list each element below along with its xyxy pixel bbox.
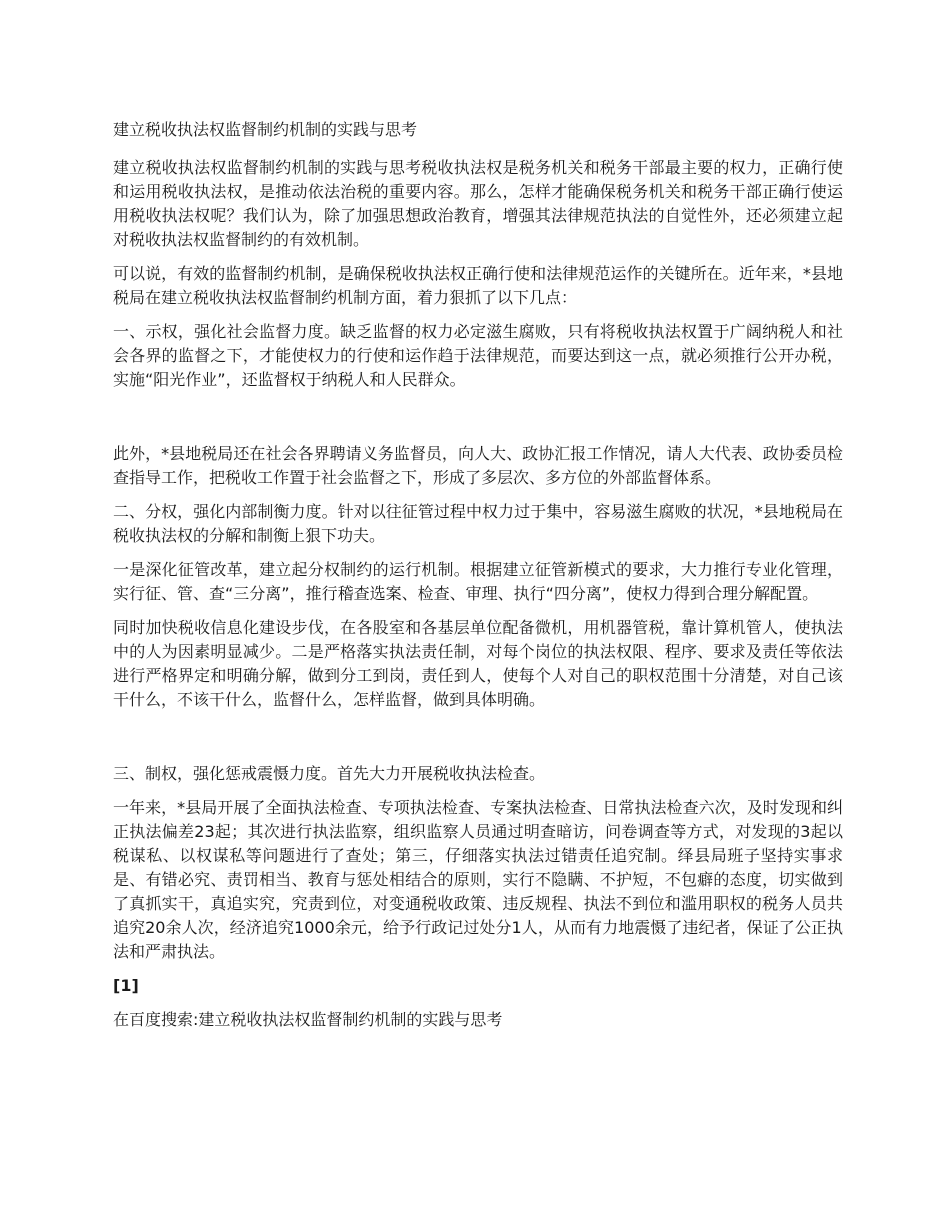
spacer [113,722,843,762]
paragraph-overview: 可以说，有效的监督制约机制，是确保税收执法权正确行使和法律规范运作的关键所在。近年来，*县地税局在建立税收执法权监督制约机制方面，着力狠抓了以下几点： [113,264,843,307]
paragraph-intro: 建立税收执法权监督制约机制的实践与思考税收执法权是税务机关和税务干部最主要的权力，正确行使和运用税收执法权，是推动依法治税的重要内容。那么，怎样才能确保税务机关和税务干部正确行使运用税收执法权呢？我们认为，除了加强思想政治教育，增强其法律规范执法的自觉性外，还必须建立起对税收执法权监督制约的有效机制。 [113,158,843,249]
document-page [113,118,843,1032]
paragraph-section-three: 三、制权，强化惩戒震慑力度。首先大力开展税收执法检查。 [113,764,546,783]
paragraph-reform: 一是深化征管改革，建立起分权制约的运行机制。根据建立征管新模式的要求，大力推行专业化管理，实行征、管、查“三分离”，推行稽查选案、检查、审理、执行“四分离”，使权力得到合理分解配置。 [113,560,843,603]
paragraph-inspection-results: 一年来，*县局开展了全面执法检查、专项执法检查、专案执法检查、日常执法检查六次，及时发现和纠正执法偏差23起；其次进行执法监察，组织监察人员通过明查暗访，问卷调查等方式，对发现的3起以税谋私、以权谋私等问题进行了查处；第三，仔细落实执法过错责任追究制。绎县局班子坚持实事求是、有错必究、责罚相当、教育与惩处相结合的原则，实行不隐瞒、不护短，不包癖的态度，切实做到了真抓实干，真追实究，究责到位，对变通税收政策、违反规程、执法不到位和滥用职权的税务人员共追究20余人次，经济追究1000余元，给予行政记过处分1人，从而有力地震慑了违纪者，保证了公正执法和严肃执法。 [113,798,843,961]
paragraph-section-two: 二、分权，强化内部制衡力度。针对以往征管过程中权力过于集中，容易滋生腐败的状况，*县地税局在税收执法权的分解和制衡上狠下功夫。 [113,502,843,545]
paragraph-section-one: 一、示权，强化社会监督力度。缺乏监督的权力必定滋生腐败，只有将税收执法权置于广阔纳税人和社会各界的监督之下，才能使权力的行使和运作趋于法律规范，而要达到这一点，就必须推行公开办税，实施“阳光作业”，还监督权于纳税人和人民群众。 [113,322,843,389]
spacer [113,402,843,442]
document-title: 建立税收执法权监督制约机制的实践与思考 [113,120,418,139]
reference-marker: [1] [113,976,139,995]
paragraph-external-supervision: 此外，*县地税局还在社会各界聘请义务监督员，向人大、政协汇报工作情况，请人大代表、政协委员检查指导工作，把税收工作置于社会监督之下，形成了多层次、多方位的外部监督体系。 [113,444,843,487]
paragraph-informatization: 同时加快税收信息化建设步伐，在各股室和各基层单位配备微机，用机器管税，靠计算机管人，使执法中的人为因素明显减少。二是严格落实执法责任制，对每个岗位的执法权限、程序、要求及责任等依法进行严格界定和明确分解，做到分工到岗，责任到人，使每个人对自己的职权范围十分清楚，对自己该干什么，不该干什么，监督什么，怎样监督，做到具体明确。 [113,618,843,709]
search-link[interactable]: 在百度搜索:建立税收执法权监督制约机制的实践与思考 [113,1010,503,1029]
